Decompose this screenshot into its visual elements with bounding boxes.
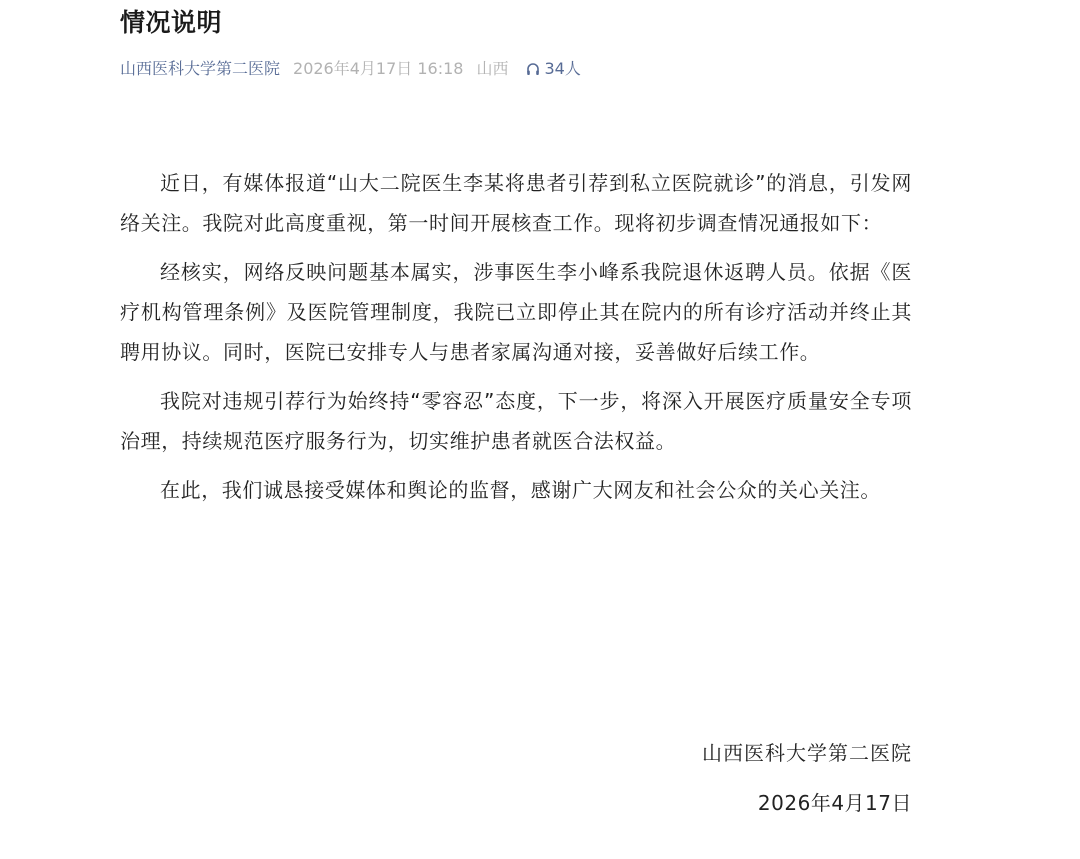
headphones-icon [525,61,541,77]
article-title: 情况说明 [120,8,223,37]
publish-time: 2026年4月17日 16:18 [293,59,464,78]
paragraph-intro: 近日，有媒体报道“山大二院医生李某将患者引荐到私立医院就诊”的消息，引发网络关注。我院对此高度重视，第一时间开展核查工作。现将初步调查情况通报如下： [120,171,912,235]
paragraph-findings: 经核实，网络反映问题基本属实，涉事医生李小峰系我院退休返聘人员。依据《医疗机构管理条例》及医院管理制度，我院已立即停止其在院内的所有诊疗活动并终止其聘用协议。同时，医院已安排专人与患者家属沟通对接，妥善做好后续工作。 [120,260,912,364]
listen-count: 34人 [544,59,581,78]
signature-organization: 山西医科大学第二医院 [702,741,912,765]
source-account-link[interactable]: 山西医科大学第二医院 [120,59,281,78]
article-meta [120,58,581,80]
publish-region: 山西 [476,59,509,78]
article-body [120,163,912,519]
paragraph-closing: 在此，我们诚恳接受媒体和舆论的监督，感谢广大网友和社会公众的关心关注。 [160,478,881,502]
signature-date: 2026年4月17日 [757,791,912,815]
signature-block [702,733,912,823]
listen-button[interactable] [525,58,581,80]
paragraph-next-steps: 我院对违规引荐行为始终持“零容忍”态度，下一步，将深入开展医疗质量安全专项治理，持续规范医疗服务行为，切实维护患者就医合法权益。 [120,389,912,453]
